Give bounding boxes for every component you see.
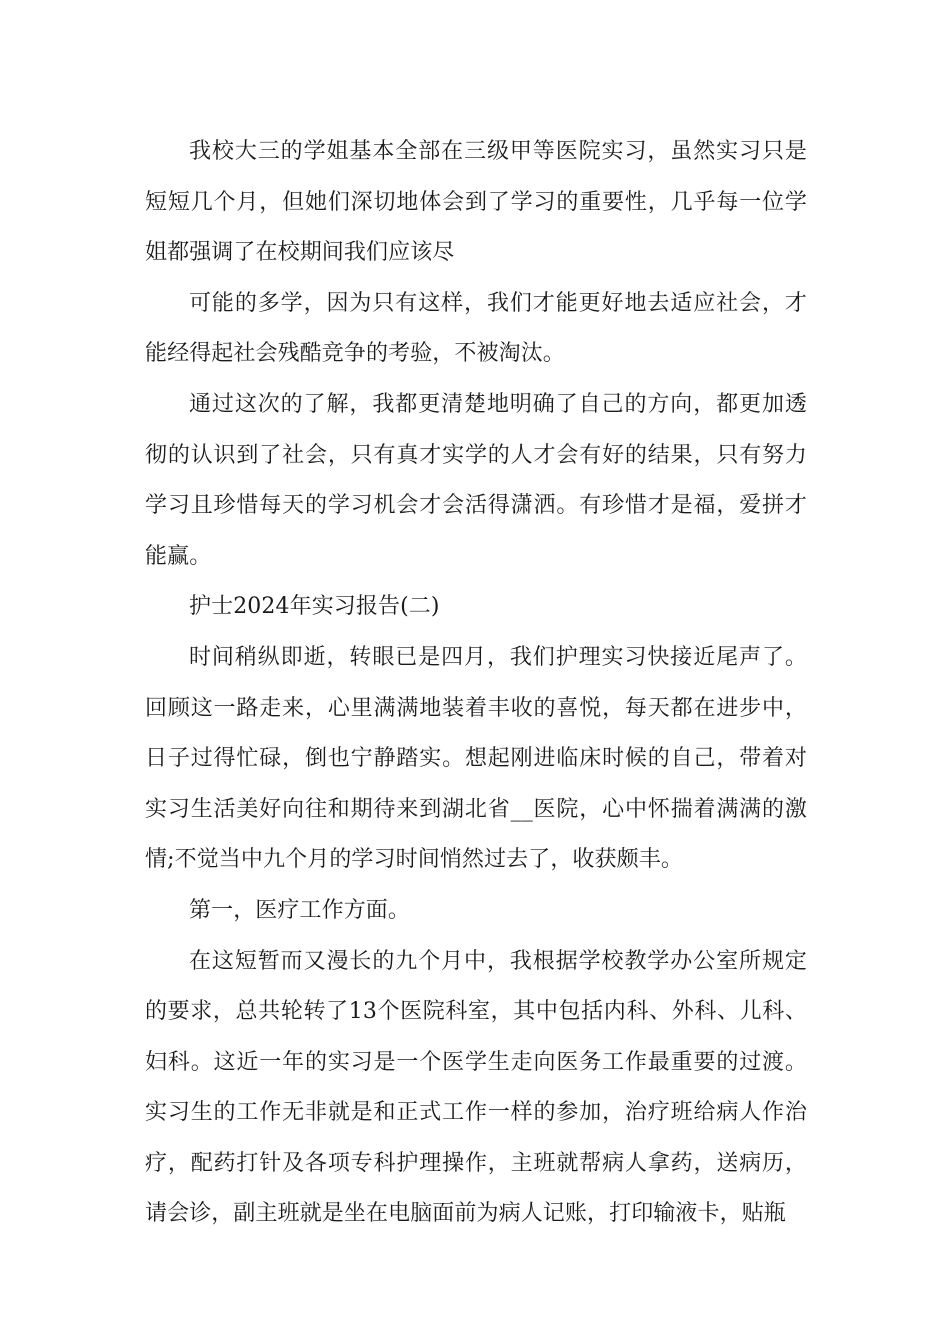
paragraph-5: 在这短暂而又漫长的九个月中，我根据学校教学办公室所规定的要求，总共轮转了13个医院科室，其中包括内科、外科、儿科、妇科。这近一年的实习是一个医学生走向医务工作最重要的过渡。实习生的工作无非就是和正式工作一样的参加，治疗班给病人作治疗，配药打针及各项专科护理操作，主班就帮病人拿药，送病历，请会诊，副主班就是坐在电脑面前为病人记账，打印输液卡，贴瓶 bbox=[145, 948, 807, 1227]
section-heading: 护士2024年实习报告(二) bbox=[189, 594, 440, 620]
document-page bbox=[145, 127, 807, 1240]
paragraph-3: 通过这次的了解，我都更清楚地明确了自己的方向，都更加透彻的认识到了社会，只有真才实学的人才会有好的结果，只有努力学习且珍惜每天的学习机会才会活得潇洒。有珍惜才是福，爱拼才能赢。 bbox=[145, 391, 807, 569]
subsection-heading: 第一，医疗工作方面。 bbox=[189, 897, 411, 923]
paragraph-4: 时间稍纵即逝，转眼已是四月，我们护理实习快接近尾声了。回顾这一路走来，心里满满地装着丰收的喜悦，每天都在进步中，日子过得忙碌，倒也宁静踏实。想起刚进临床时候的自己，带着对实习生活美好向往和期待来到湖北省__医院，心中怀揣着满满的激情;不觉当中九个月的学习时间悄然过去了，收获颇丰。 bbox=[145, 644, 807, 873]
paragraph-1: 我校大三的学姐基本全部在三级甲等医院实习，虽然实习只是短短几个月，但她们深切地体会到了学习的重要性，几乎每一位学姐都强调了在校期间我们应该尽 bbox=[145, 139, 807, 266]
paragraph-2: 可能的多学，因为只有这样，我们才能更好地去适应社会，才能经得起社会残酷竞争的考验，不被淘汰。 bbox=[145, 290, 807, 367]
